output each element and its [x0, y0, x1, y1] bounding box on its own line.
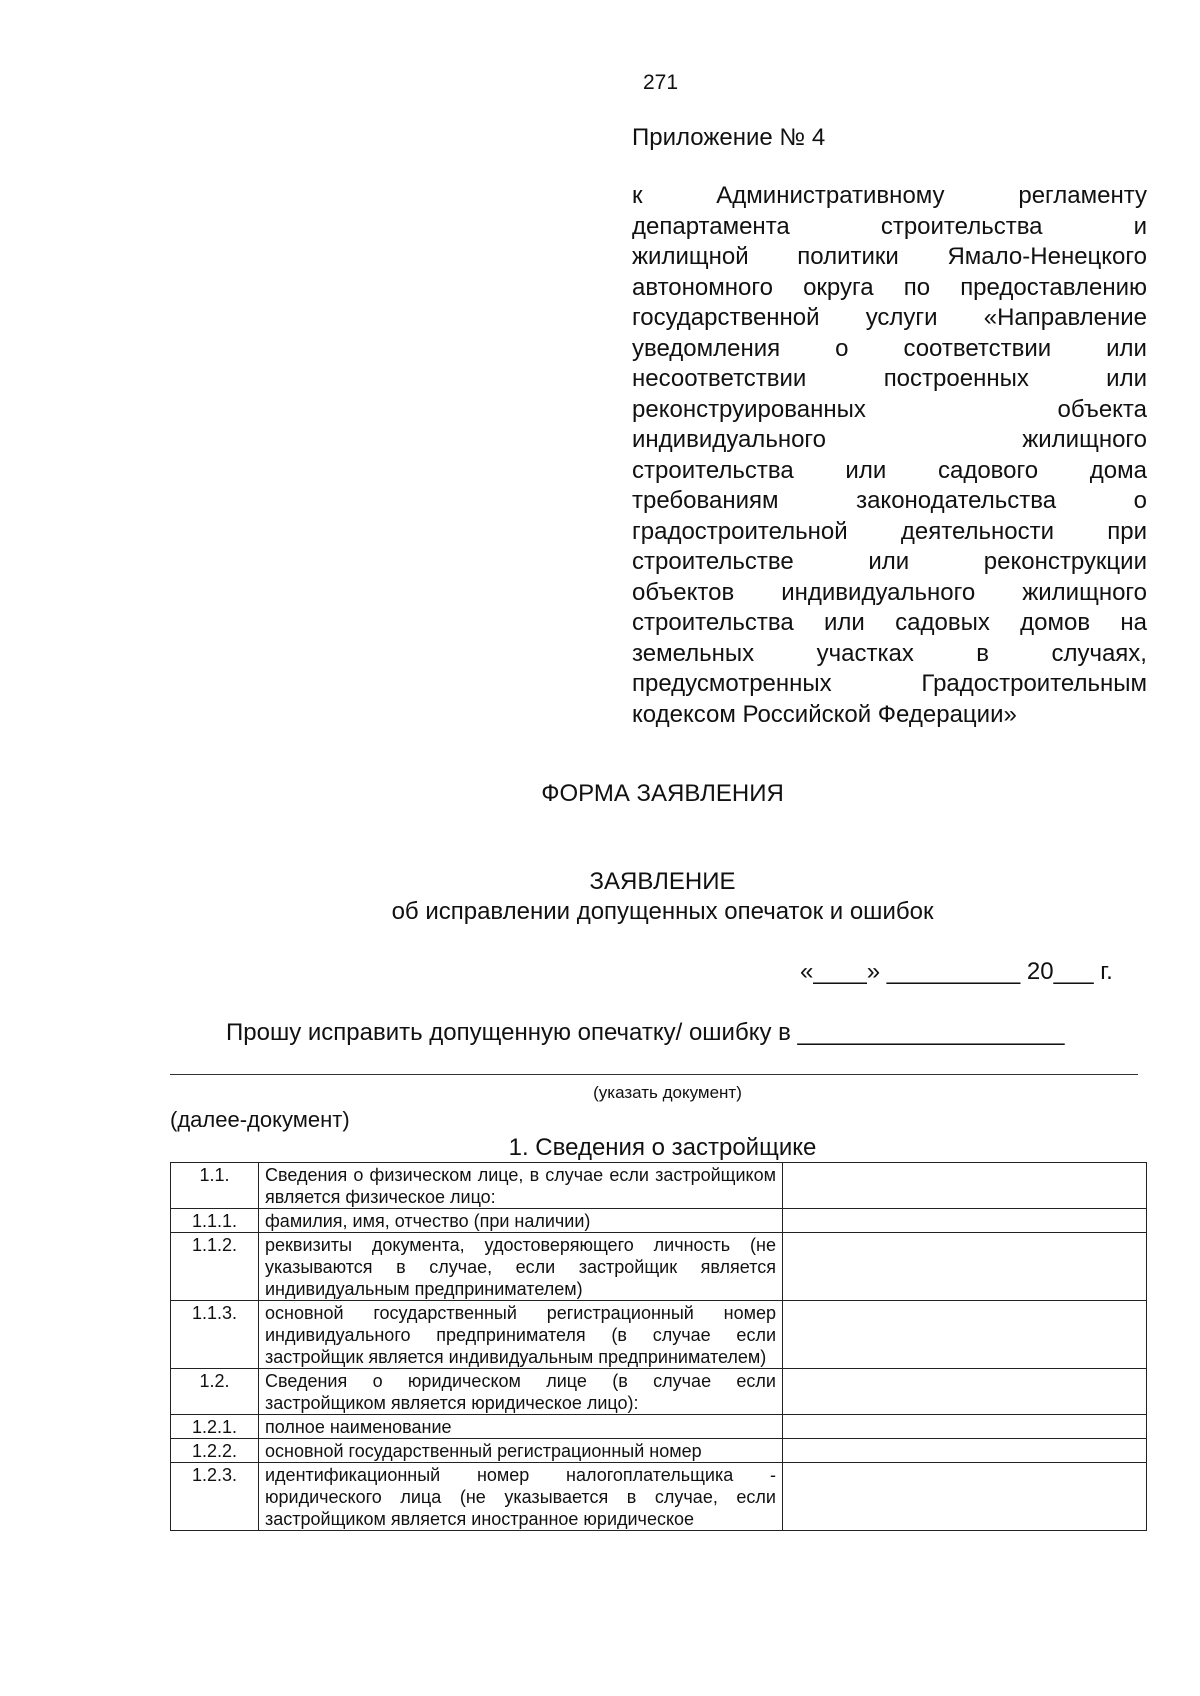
regulation-word: или [1106, 334, 1147, 362]
developer-info-table [170, 1162, 1147, 1531]
table-row [171, 1233, 1147, 1301]
regulation-line [632, 334, 1147, 365]
row-value-field[interactable] [783, 1369, 1147, 1415]
regulation-word: домов [1020, 609, 1091, 636]
regulation-word: услуги [865, 304, 938, 331]
table-row [171, 1463, 1147, 1531]
regulation-word: по [903, 273, 931, 301]
document-underline [170, 1074, 1138, 1075]
regulation-line [632, 242, 1147, 273]
regulation-word: к [632, 182, 643, 209]
section-title: 1. Сведения о застройщике [508, 1134, 817, 1161]
regulation-word: индивидуального [632, 426, 826, 453]
regulation-word: земельных [632, 639, 755, 667]
regulation-word: требованиям [632, 487, 779, 514]
regulation-word: объекта [1057, 395, 1147, 423]
regulation-word: уведомления [632, 334, 781, 362]
regulation-line [632, 212, 1147, 243]
table-row [171, 1163, 1147, 1209]
document-hint: (указать документ) [593, 1083, 742, 1102]
regulation-line [632, 395, 1147, 426]
regulation-word: жилищной [632, 243, 749, 270]
regulation-word: департамента [632, 212, 790, 240]
table-row [171, 1209, 1147, 1233]
regulation-word: политики [797, 243, 899, 270]
regulation-word: случаях, [1051, 639, 1147, 667]
regulation-word: «Направление [983, 304, 1147, 331]
row-value-field[interactable] [783, 1163, 1147, 1209]
regulation-word: регламенту [1018, 182, 1147, 209]
regulation-word: и [1133, 212, 1147, 240]
form-title: ФОРМА ЗАЯВЛЕНИЯ [541, 780, 784, 807]
regulation-line [632, 547, 1147, 578]
regulation-word: реконструкции [983, 548, 1147, 575]
table-row [171, 1369, 1147, 1415]
statement-subtitle: об исправлении допущенных опечаток и ошибок [391, 898, 934, 925]
regulation-word: или [1106, 365, 1147, 392]
regulation-word: строительства [632, 609, 794, 636]
date-line: «____» __________ 20___ г. [800, 958, 1113, 985]
regulation-line [632, 425, 1147, 456]
regulation-line [632, 273, 1147, 304]
table-row [171, 1301, 1147, 1369]
regulation-word: соответствии [903, 334, 1052, 362]
row-description: идентификационный номер налогоплательщика - юридического лица (не указывается в случае, если застройщиком является иностранное юридическое [259, 1463, 783, 1531]
regulation-line [632, 639, 1147, 670]
row-description: полное наименование [259, 1415, 783, 1439]
regulation-line [632, 364, 1147, 395]
row-number: 1.2.3. [171, 1463, 259, 1531]
table-row [171, 1439, 1147, 1463]
regulation-word: на [1120, 609, 1147, 636]
regulation-line [632, 700, 1147, 731]
row-number: 1.1. [171, 1163, 259, 1209]
regulation-word: в [976, 639, 989, 667]
row-description: реквизиты документа, удостоверяющего личность (не указываются в случае, если застройщик является индивидуальным предпринимателем) [259, 1233, 783, 1301]
row-description: Сведения о юридическом лице (в случае если застройщиком является юридическое лицо): [259, 1369, 783, 1415]
regulation-word: садовых [895, 609, 990, 636]
row-value-field[interactable] [783, 1233, 1147, 1301]
row-number: 1.2.1. [171, 1415, 259, 1439]
table-row [171, 1415, 1147, 1439]
regulation-word: строительства [632, 456, 794, 484]
regulation-word: Административному [716, 182, 945, 209]
row-description: основной государственный регистрационный номер [259, 1439, 783, 1463]
regulation-word: жилищного [1022, 426, 1147, 453]
regulation-line [632, 486, 1147, 517]
regulation-word: при [1107, 517, 1147, 545]
statement-title: ЗАЯВЛЕНИЕ [589, 868, 736, 895]
regulation-word: государственной [632, 304, 820, 331]
row-value-field[interactable] [783, 1415, 1147, 1439]
regulation-line [632, 669, 1147, 700]
regulation-line [632, 517, 1147, 548]
further-label: (далее-документ) [170, 1107, 350, 1132]
regulation-word: автономного [632, 273, 773, 301]
regulation-word: несоответствии [632, 365, 807, 392]
row-number: 1.2.2. [171, 1439, 259, 1463]
regulation-word: садового [937, 456, 1039, 484]
row-value-field[interactable] [783, 1301, 1147, 1369]
page-number: 271 [643, 71, 679, 94]
row-description: основной государственный регистрационный номер индивидуального предпринимателя (в случае если застройщик является индивидуальным предпринимателем) [259, 1301, 783, 1369]
row-number: 1.1.3. [171, 1301, 259, 1369]
row-description: фамилия, имя, отчество (при наличии) [259, 1209, 783, 1233]
regulation-word: реконструированных [632, 395, 866, 423]
regulation-word: или [868, 548, 910, 575]
request-text: Прошу исправить допущенную опечатку/ ошибку в ____________________ [226, 1019, 1065, 1046]
row-number: 1.1.2. [171, 1233, 259, 1301]
regulation-word: предусмотренных [632, 670, 832, 697]
regulation-word: объектов [632, 578, 735, 606]
regulation-word: предоставлению [960, 273, 1147, 301]
regulation-word: Градостроительным [921, 670, 1147, 697]
regulation-word: о [1133, 487, 1147, 514]
regulation-word: строительства [880, 212, 1043, 240]
regulation-line [632, 578, 1147, 609]
row-value-field[interactable] [783, 1439, 1147, 1463]
regulation-word: индивидуального [781, 578, 976, 606]
regulation-line [632, 181, 1147, 212]
regulation-word: законодательства [856, 487, 1057, 514]
regulation-word: кодексом Российской Федерации» [632, 700, 1017, 728]
row-number: 1.1.1. [171, 1209, 259, 1233]
regulation-word: строительстве [632, 548, 794, 575]
regulation-word: о [835, 334, 849, 362]
regulation-word: Ямало-Ненецкого [947, 243, 1147, 270]
appendix-title: Приложение № 4 [632, 124, 826, 151]
regulation-word: участках [816, 639, 914, 667]
regulation-word: округа [803, 273, 874, 301]
regulation-line [632, 608, 1147, 639]
regulation-word: построенных [883, 365, 1029, 392]
regulation-word: или [845, 456, 887, 484]
regulation-word: градостроительной [632, 517, 848, 545]
regulation-line [632, 303, 1147, 334]
regulation-word: или [824, 609, 865, 636]
row-number: 1.2. [171, 1369, 259, 1415]
row-value-field[interactable] [783, 1463, 1147, 1531]
regulation-line [632, 456, 1147, 487]
regulation-word: деятельности [900, 517, 1055, 545]
regulation-word: дома [1089, 456, 1147, 484]
row-description: Сведения о физическом лице, в случае если застройщиком является физическое лицо: [259, 1163, 783, 1209]
regulation-reference [632, 181, 1147, 730]
regulation-word: жилищного [1022, 578, 1147, 606]
row-value-field[interactable] [783, 1209, 1147, 1233]
